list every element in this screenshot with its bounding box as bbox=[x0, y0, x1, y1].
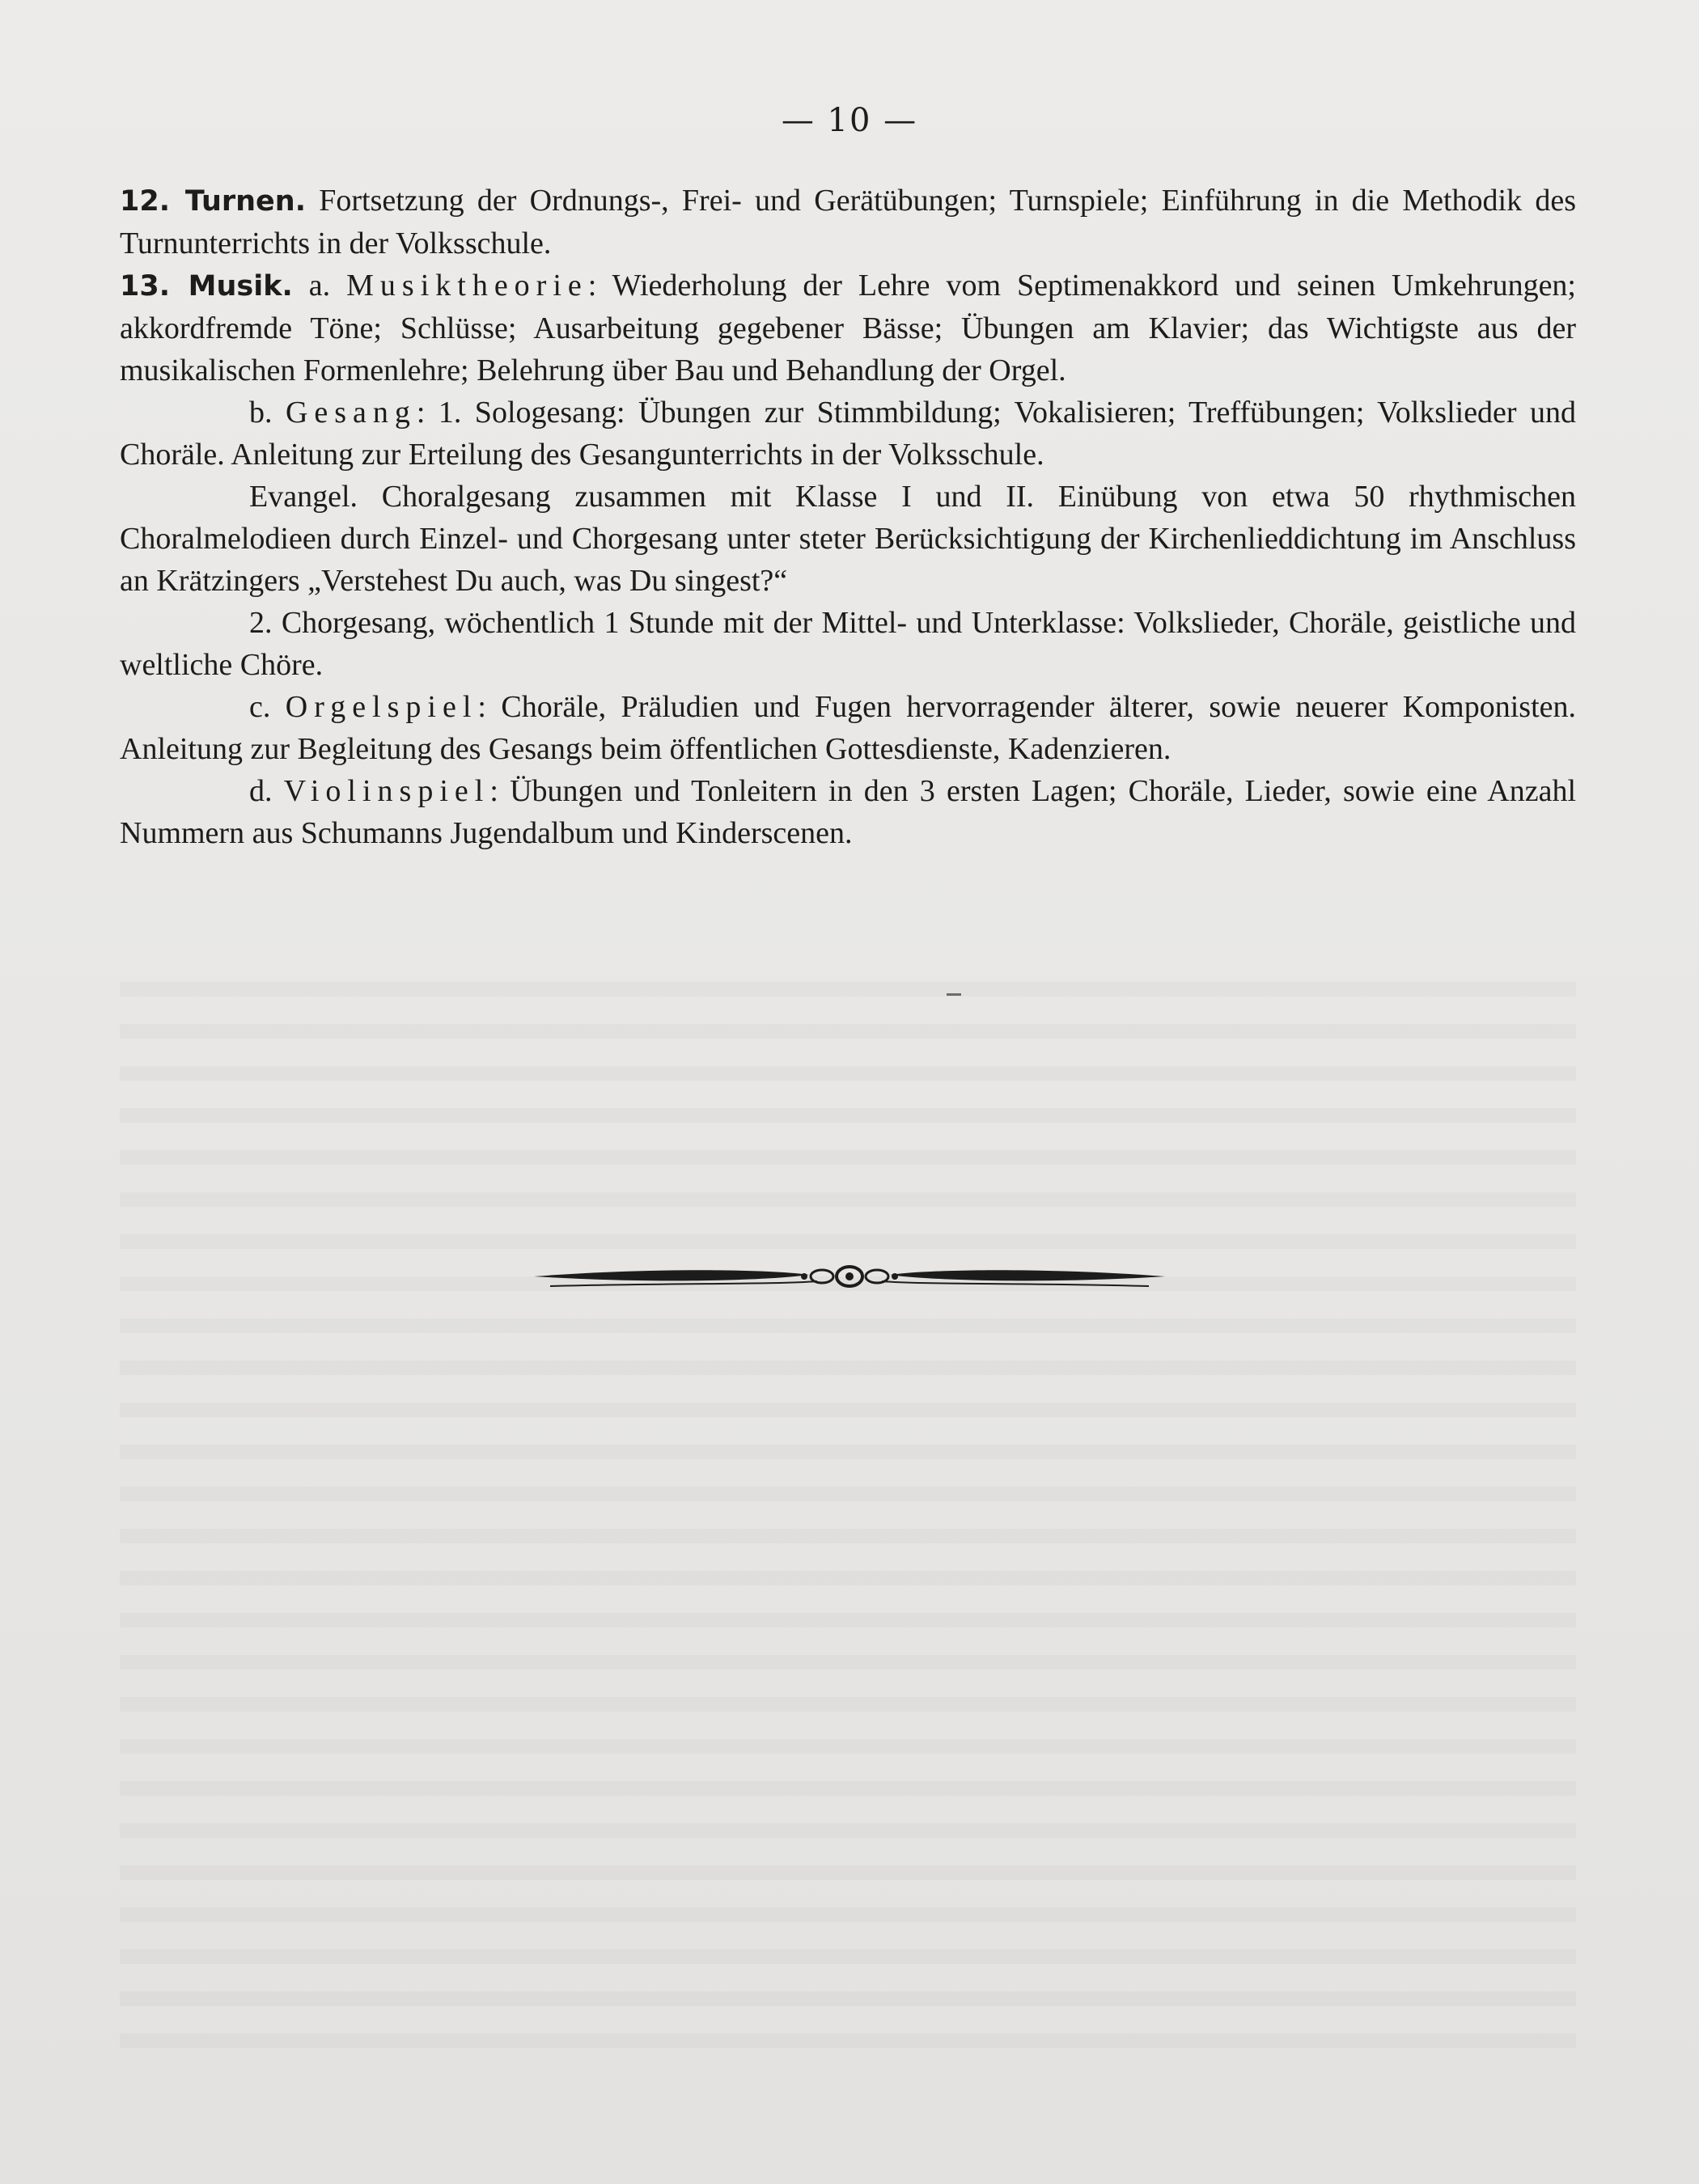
gesang-label: b. bbox=[249, 396, 286, 430]
page-number: — 10 — bbox=[781, 102, 918, 139]
chorgesang-text: 2. Chorgesang, wöchentlich 1 Stunde mit der Mittel- und Unterklasse: Volkslieder, Choräle, geistliche und weltliche Chöre. bbox=[120, 606, 1576, 682]
paragraph-choralgesang bbox=[120, 476, 1576, 602]
orgelspiel-title: Orgelspiel bbox=[285, 690, 478, 724]
gesang-title: Gesang bbox=[285, 396, 417, 430]
musik-a-label: a. bbox=[292, 269, 347, 303]
orgelspiel-text: : Choräle, Präludien und Fugen hervorragender älterer, sowie neuerer Komponisten. Anleitung zur Begleitung des Gesangs beim öffentlichen Gottesdienste, Kadenzieren. bbox=[120, 690, 1576, 766]
gesang-text: : 1. Sologesang: Übungen zur Stimmbildung; Vokalisieren; Treffübungen; Volkslieder und Choräle. Anleitung zur Erteilung des Gesangunterrichts in der Volksschule. bbox=[120, 396, 1577, 472]
paragraph-gesang bbox=[120, 392, 1576, 476]
heading-musik: 13. Musik. bbox=[120, 270, 293, 303]
paragraph-orgelspiel bbox=[120, 686, 1576, 770]
violinspiel-title: Violinspiel bbox=[283, 774, 490, 808]
musiktheorie-title: Musiktheorie bbox=[346, 269, 588, 303]
violinspiel-text: : Übungen und Tonleitern in den 3 ersten Lagen; Choräle, Lieder, sowie eine Anzahl Nummern aus Schumanns Jugendalbum und Kinderscenen. bbox=[120, 774, 1577, 850]
paragraph-chorgesang bbox=[120, 602, 1576, 686]
body-text bbox=[120, 180, 1576, 854]
heading-turnen: 12. Turnen. bbox=[120, 185, 306, 218]
choralgesang-text: Evangel. Choralgesang zusammen mit Klasse I und II. Einübung von etwa 50 rhythmischen Choralmelodieen durch Einzel- und Chorgesang unter steter Berücksichtigung der Kirchenlieddichtung im Anschluss an Krätzingers „Verstehest Du auch, was Du singest?“ bbox=[120, 480, 1576, 598]
violinspiel-label: d. bbox=[249, 774, 284, 808]
small-dash-mark bbox=[947, 993, 961, 996]
paragraph-musik-a bbox=[120, 265, 1576, 392]
musiktheorie-text: : Wiederholung der Lehre vom Septimenakkord und seinen Umkehrungen; akkordfremde Töne; Schlüsse; Ausarbeitung gegebener Bässe; Übungen am Klavier; das Wichtigste aus der musikalischen Formenlehre; Belehrung über Bau und Behandlung der Orgel. bbox=[120, 269, 1576, 387]
decorative-divider-icon bbox=[534, 1255, 1165, 1297]
turnen-text: Fortsetzung der Ordnungs-, Frei- und Gerätübungen; Turnspiele; Einführung in die Methodik des Turnunterrichts in der Volksschule. bbox=[120, 184, 1576, 260]
paragraph-turnen bbox=[120, 180, 1576, 265]
paragraph-violinspiel bbox=[120, 770, 1576, 854]
bleed-through-texture bbox=[120, 954, 1576, 2063]
orgelspiel-label: c. bbox=[249, 690, 286, 724]
